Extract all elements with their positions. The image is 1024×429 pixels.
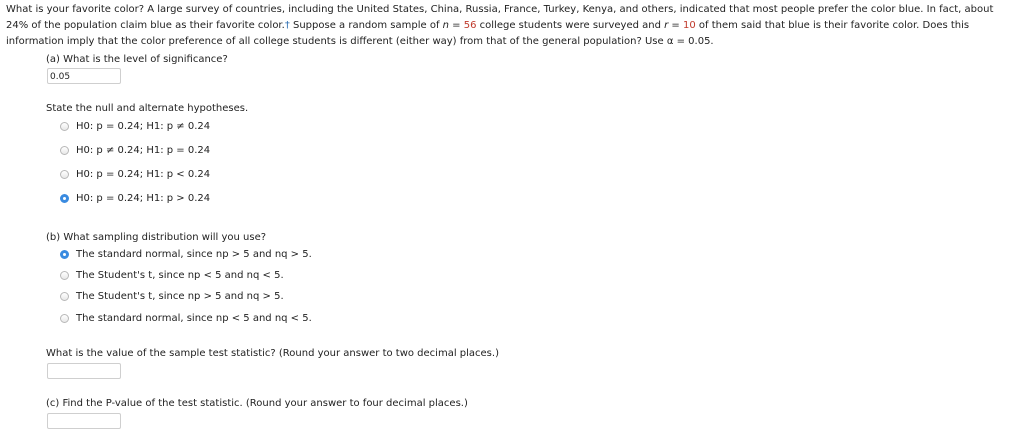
r-value: 10 [683,20,696,31]
test-statistic-label: What is the value of the sample test statistic? (Round your answer to two decimal places.) [46,348,499,359]
radio-button[interactable] [60,170,69,179]
question-b-label: (b) What sampling distribution will you use? [46,232,267,243]
hypotheses-label: State the null and alternate hypotheses. [46,103,249,114]
hypothesis-option-3[interactable] [60,167,210,181]
p-value-answer-field[interactable] [47,413,121,429]
h1-text: H1: p > 0.24 [146,192,211,204]
radio-button[interactable] [60,292,69,301]
n-expression: n = [442,20,464,31]
option-text: The Student's t, since np > 5 and nq > 5. [76,290,284,302]
h0-text: H0: p = 0.24; [76,168,144,180]
h0-text: H0: p = 0.24; [76,120,144,132]
test-statistic-answer-field[interactable] [47,363,121,379]
intro-text-3: college students were surveyed and [476,20,665,31]
h0-text: H0: p = 0.24; [76,192,144,204]
radio-button[interactable] [60,314,69,323]
option-text: The standard normal, since np < 5 and nq < 5. [76,312,312,324]
radio-button[interactable] [60,146,69,155]
significance-answer-field[interactable]: 0.05 [47,68,121,84]
distribution-option-1[interactable] [60,247,312,261]
distribution-option-3[interactable] [60,289,284,303]
footnote-link[interactable]: † [284,20,290,31]
h0-text: H0: p ≠ 0.24; [76,144,144,156]
r-expression: r = [664,20,683,31]
n-value: 56 [463,20,477,31]
radio-button[interactable] [60,271,69,280]
hypothesis-option-4[interactable] [60,191,210,205]
hypothesis-option-2[interactable] [60,143,210,157]
question-a-label: (a) What is the level of significance? [46,54,228,65]
h1-text: H1: p < 0.24 [146,168,211,180]
intro-text-4: of them said that blue is their favorite color. Does this information imply that the color preference of all college students is different (either way) from that of the general population? Use α = 0.05. [6,20,970,47]
radio-button-selected[interactable] [60,250,69,259]
intro-text-1: What is your favorite color? A large survey of countries, including the United States, China, Russia, France, Turkey, Kenya, and others, indicated that most people prefer the color blue. In fact, about 24% of the population claim blue as their favorite color. [6,4,994,31]
option-text: The standard normal, since np > 5 and nq > 5. [76,248,312,260]
radio-button[interactable] [60,122,69,131]
problem-statement [6,2,1018,50]
radio-button-selected[interactable] [60,194,69,203]
distribution-option-4[interactable] [60,311,312,325]
h1-text: H1: p = 0.24 [146,144,211,156]
distribution-option-2[interactable] [60,268,284,282]
hypothesis-option-1[interactable] [60,119,210,133]
h1-text: H1: p ≠ 0.24 [146,120,211,132]
question-c-label: (c) Find the P-value of the test statistic. (Round your answer to four decimal places.) [46,398,468,409]
option-text: The Student's t, since np < 5 and nq < 5. [76,269,284,281]
intro-text-2: Suppose a random sample of [289,20,443,31]
